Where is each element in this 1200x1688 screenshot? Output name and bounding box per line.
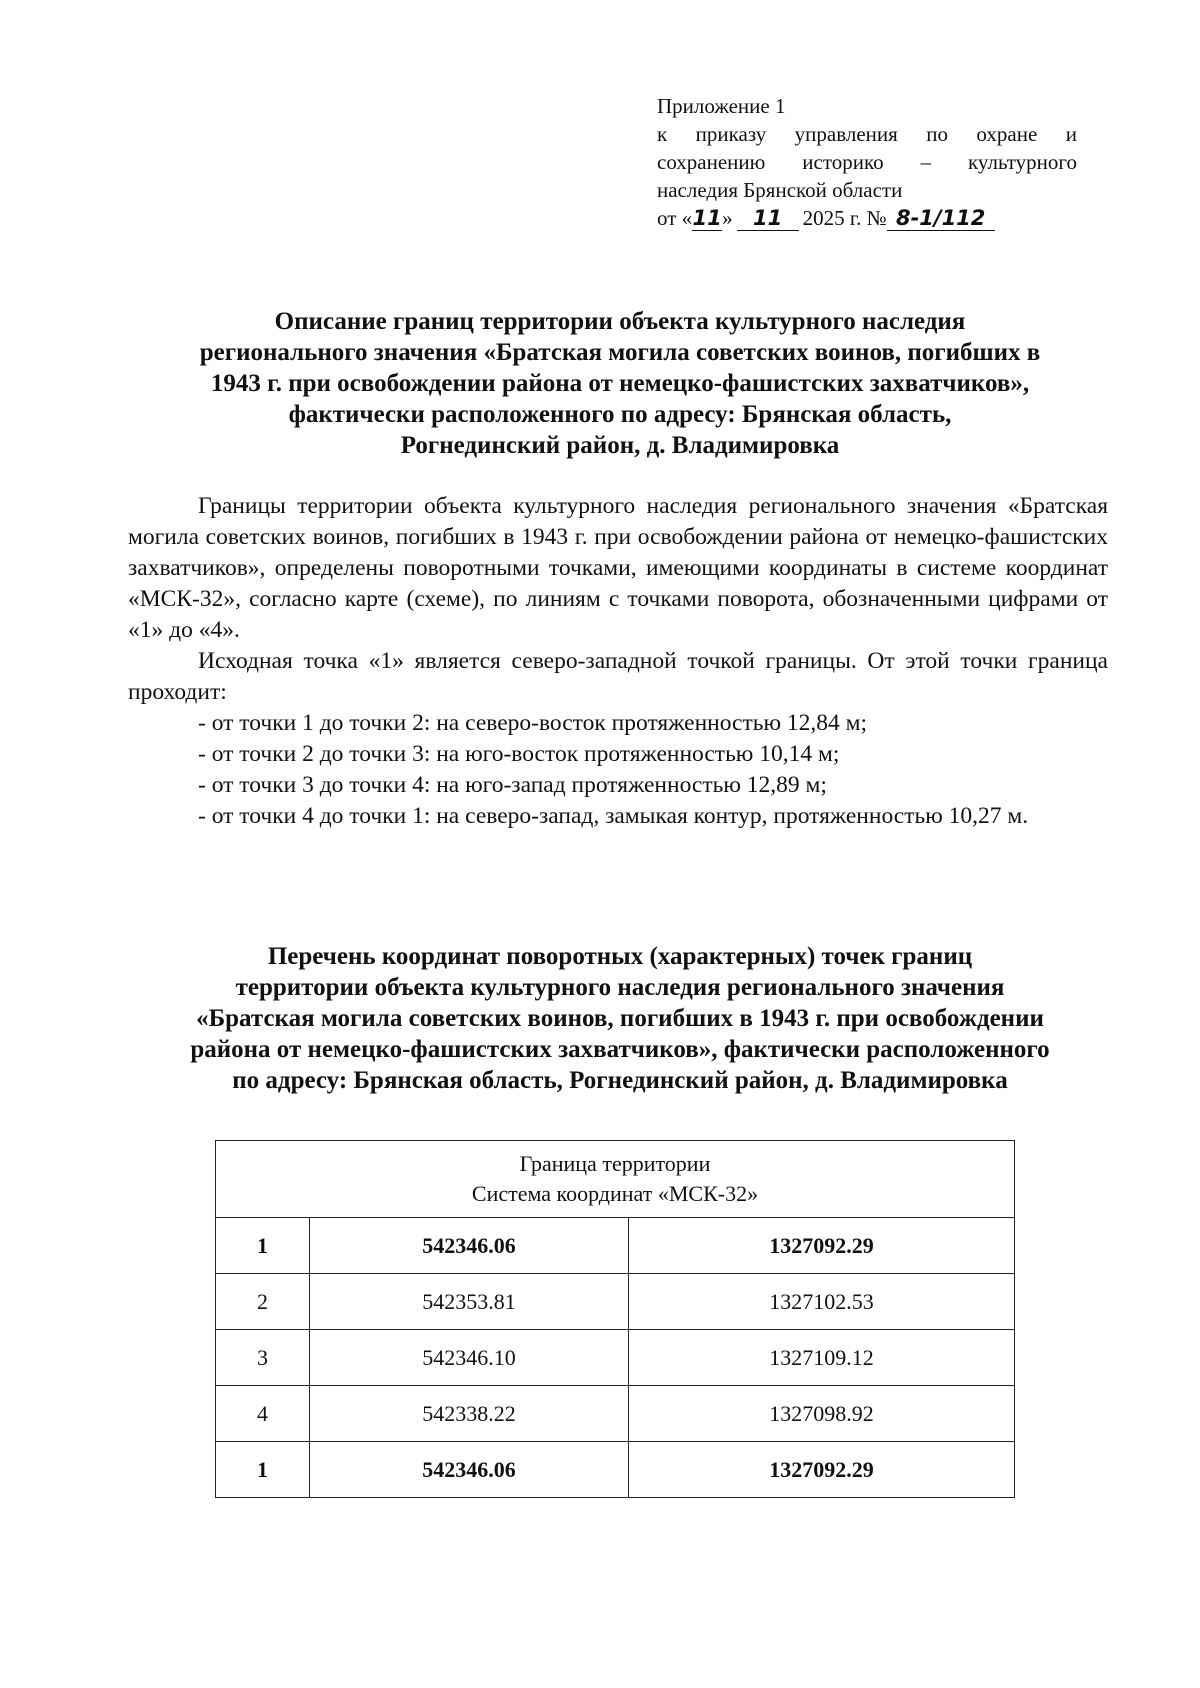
table-row <box>216 1274 1015 1330</box>
table-row <box>216 1442 1015 1498</box>
handwritten-month: 11 <box>737 206 799 231</box>
table-row <box>216 1330 1015 1386</box>
segment-3-4: - от точки 3 до точки 4: на юго-запад протяженностью 12,89 м; <box>198 772 827 798</box>
coord-y: 1327102.53 <box>629 1274 1015 1330</box>
title-line: территории объекта культурного наследия регионального значения <box>235 974 1005 1001</box>
point-number: 1 <box>216 1442 310 1498</box>
title-line: Перечень координат поворотных (характерных) точек границ <box>267 943 973 970</box>
annex-title: Приложение 1 <box>657 94 786 118</box>
annex-date-line <box>657 204 1077 232</box>
paragraph-origin-point: Исходная точка «1» является северо-западной точкой границы. От этой точки граница проходит: <box>128 648 1108 705</box>
description-title <box>140 306 1100 461</box>
title-line: «Братская могила советских воинов, погибших в 1943 г. при освобождении <box>196 1005 1044 1032</box>
point-number: 2 <box>216 1274 310 1330</box>
handwritten-day: 11 <box>692 206 722 230</box>
table-row <box>216 1386 1015 1442</box>
title-line: района от немецко-фашистских захватчиков», фактически расположенного <box>190 1036 1050 1063</box>
point-number: 3 <box>216 1330 310 1386</box>
coord-x: 542346.06 <box>310 1218 629 1274</box>
table-header <box>216 1141 1015 1218</box>
date-mid: » <box>722 206 733 230</box>
date-year: 2025 г. № <box>802 206 887 230</box>
segment-4-1: - от точки 4 до точки 1: на северо-запад, замыкая контур, протяженностью 10,27 м. <box>198 803 1029 829</box>
coord-x: 542353.81 <box>310 1274 629 1330</box>
handwritten-order-number: 8-1/112 <box>887 206 995 231</box>
header-boundary: Граница территории <box>519 1151 711 1176</box>
coord-x: 542346.06 <box>310 1442 629 1498</box>
title-line: регионального значения «Братская могила советских воинов, погибших в <box>199 339 1041 366</box>
paragraph-boundaries: Границы территории объекта культурного наследия регионального значения «Братская могила советских воинов, погибших в 1943 г. при освобождении района от немецко-фашистских захватчиков», определены поворотными точками, имеющими координаты в системе координат «МСК-32», согласно карте (схеме), по линиям с точками поворота, обозначенными цифрами от «1» до «4». <box>128 493 1108 643</box>
date-prefix: от « <box>657 206 693 230</box>
title-line: 1943 г. при освобождении района от немецко-фашистских захватчиков», <box>210 370 1030 397</box>
annex-line: наследия Брянской области <box>657 178 903 202</box>
segment-1-2: - от точки 1 до точки 2: на северо-восток протяженностью 12,84 м; <box>198 710 868 736</box>
description-body <box>128 491 1108 832</box>
coord-x: 542346.10 <box>310 1330 629 1386</box>
annex-line: к приказу управления по охране и <box>657 122 1077 146</box>
coord-y: 1327092.29 <box>629 1218 1015 1274</box>
title-line: Описание границ территории объекта культурного наследия <box>274 308 966 335</box>
point-number: 4 <box>216 1386 310 1442</box>
coord-y: 1327098.92 <box>629 1386 1015 1442</box>
coord-y: 1327109.12 <box>629 1330 1015 1386</box>
coordinates-table <box>215 1140 1015 1498</box>
coord-y: 1327092.29 <box>629 1442 1015 1498</box>
coord-x: 542338.22 <box>310 1386 629 1442</box>
title-line: по адресу: Брянская область, Рогнединский район, д. Владимировка <box>232 1067 1008 1094</box>
point-number: 1 <box>216 1218 310 1274</box>
annex-block <box>657 92 1077 232</box>
segment-2-3: - от точки 2 до точки 3: на юго-восток протяженностью 10,14 м; <box>198 741 840 767</box>
title-line: фактически расположенного по адресу: Брянская область, <box>288 401 952 428</box>
coordinates-title <box>140 941 1100 1096</box>
title-line: Рогнединский район, д. Владимировка <box>400 432 840 459</box>
table-row <box>216 1218 1015 1274</box>
annex-line: сохранению историко – культурного <box>657 150 1077 174</box>
header-coordinate-system: Система координат «МСК-32» <box>471 1181 759 1206</box>
